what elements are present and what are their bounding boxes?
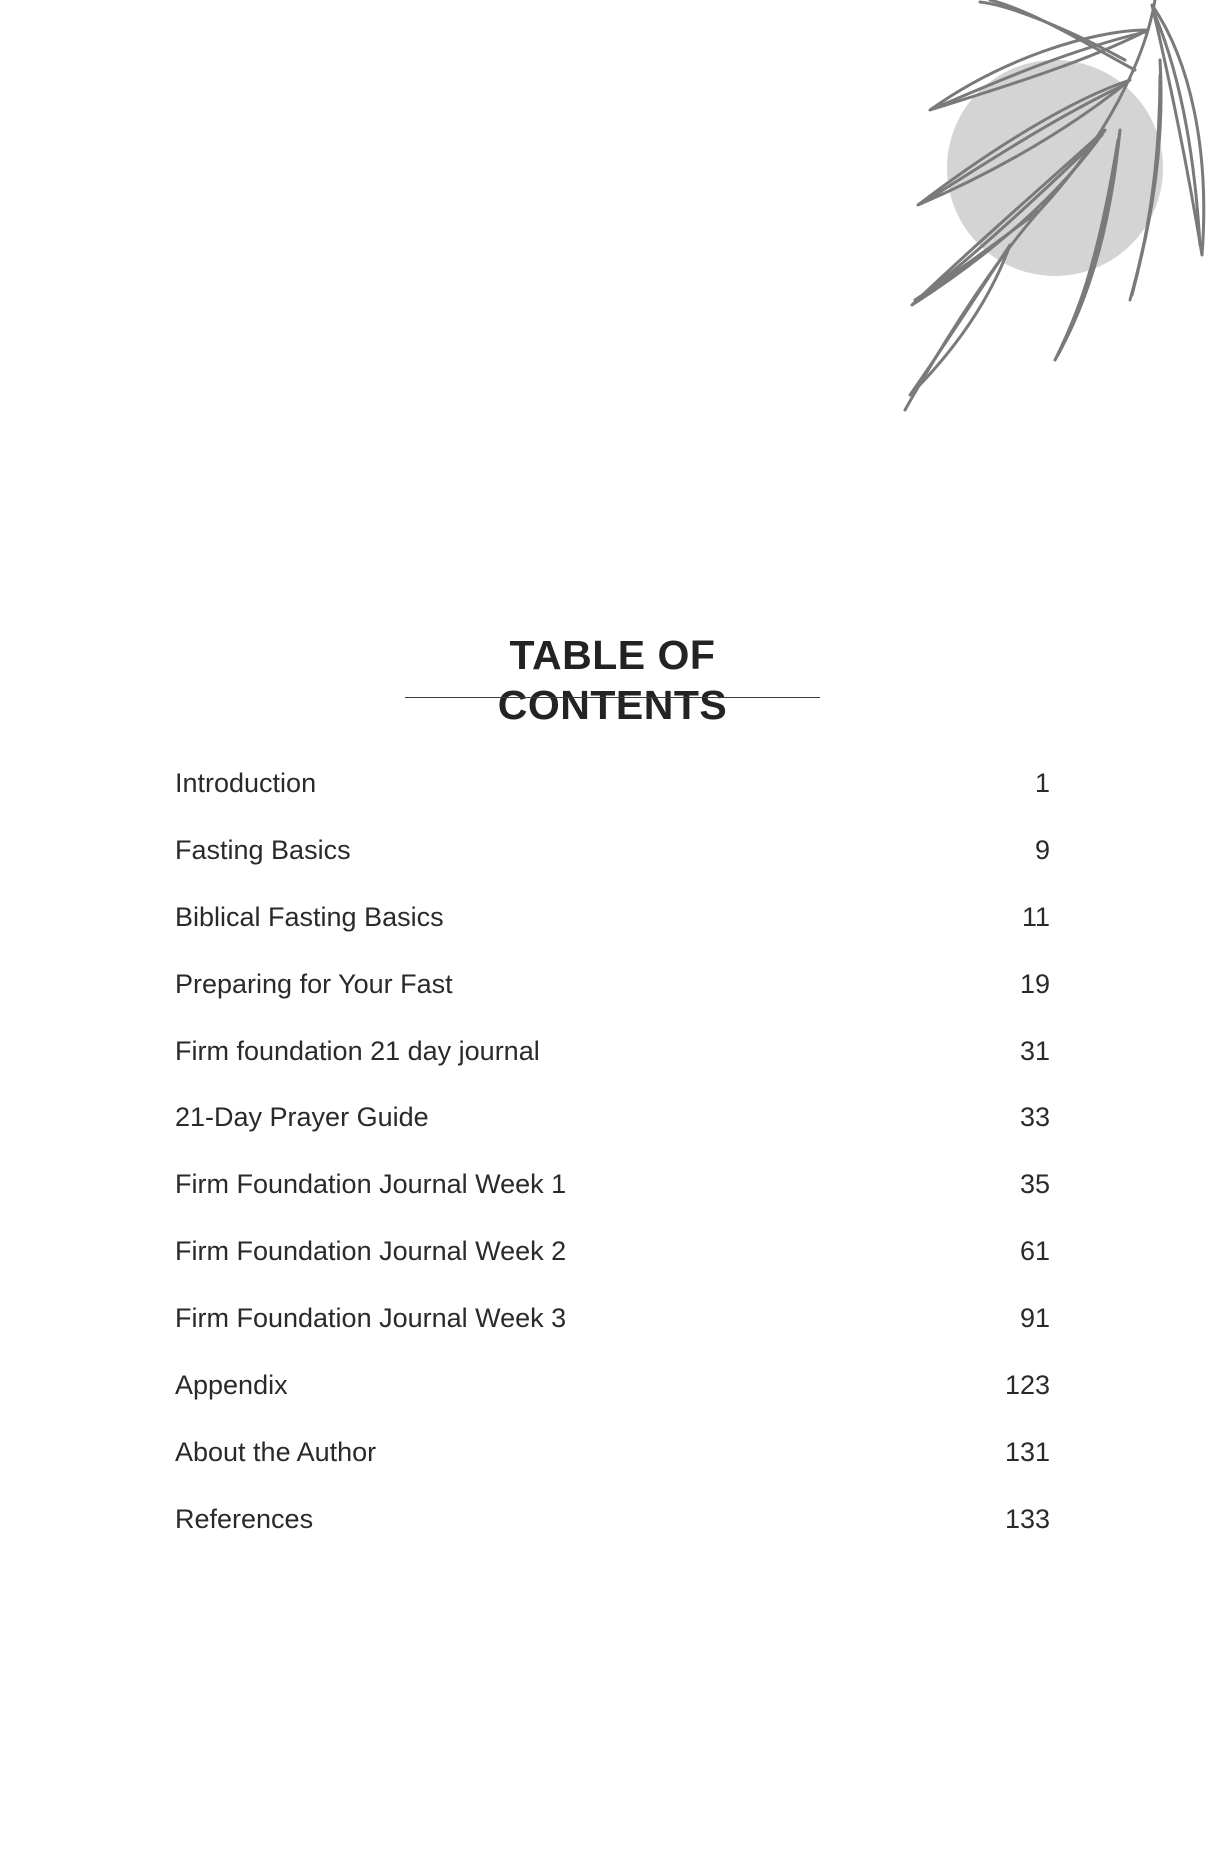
toc-entry-firm-foundation-journal[interactable]	[175, 1023, 1050, 1090]
toc-entry-prayer-guide[interactable]	[175, 1089, 1050, 1156]
toc-entry-about-the-author[interactable]	[175, 1424, 1050, 1491]
toc-entry-page: 33	[1019, 1102, 1050, 1133]
title-underline	[405, 697, 820, 698]
toc-entry-page: 19	[1019, 968, 1050, 999]
toc-entry-page: 131	[1004, 1436, 1050, 1467]
toc-entry-title: About the Author	[175, 1436, 377, 1467]
toc-entry-title: Firm Foundation Journal Week 1	[175, 1169, 567, 1200]
toc-entry-journal-week-2[interactable]	[175, 1223, 1050, 1290]
toc-entry-fasting-basics[interactable]	[175, 822, 1050, 889]
toc-entry-title: References	[175, 1503, 314, 1534]
toc-entry-page: 1	[1034, 768, 1050, 798]
toc-entry-appendix[interactable]	[175, 1357, 1050, 1424]
toc-entry-title: Introduction	[175, 768, 317, 798]
toc-entry-references[interactable]	[175, 1491, 1050, 1558]
leaf-branch-icon	[890, 0, 1225, 420]
toc-list	[175, 755, 1050, 1558]
toc-entry-title: 21-Day Prayer Guide	[175, 1102, 429, 1133]
toc-entry-title: Biblical Fasting Basics	[175, 901, 444, 932]
toc-entry-page: 133	[1004, 1503, 1050, 1534]
toc-entry-page: 11	[1021, 901, 1050, 932]
toc-entry-title: Firm foundation 21 day journal	[175, 1035, 540, 1066]
toc-entry-introduction[interactable]	[175, 755, 1050, 822]
page-title: TABLE OF CONTENTS	[497, 632, 728, 728]
toc-entry-journal-week-3[interactable]	[175, 1290, 1050, 1357]
toc-entry-title: Firm Foundation Journal Week 3	[175, 1303, 567, 1334]
toc-entry-title: Preparing for Your Fast	[175, 968, 453, 999]
toc-entry-title: Fasting Basics	[175, 834, 351, 865]
toc-entry-title: Firm Foundation Journal Week 2	[175, 1236, 567, 1267]
toc-entry-preparing-for-your-fast[interactable]	[175, 956, 1050, 1023]
toc-entry-title: Appendix	[175, 1370, 288, 1401]
toc-entry-page: 9	[1034, 834, 1050, 865]
toc-entry-biblical-fasting-basics[interactable]	[175, 889, 1050, 956]
toc-entry-page: 91	[1019, 1303, 1050, 1334]
toc-entry-page: 35	[1019, 1169, 1050, 1200]
toc-entry-page: 123	[1004, 1370, 1050, 1401]
toc-entry-page: 61	[1019, 1236, 1050, 1267]
toc-entry-journal-week-1[interactable]	[175, 1156, 1050, 1223]
toc-entry-page: 31	[1019, 1035, 1050, 1066]
